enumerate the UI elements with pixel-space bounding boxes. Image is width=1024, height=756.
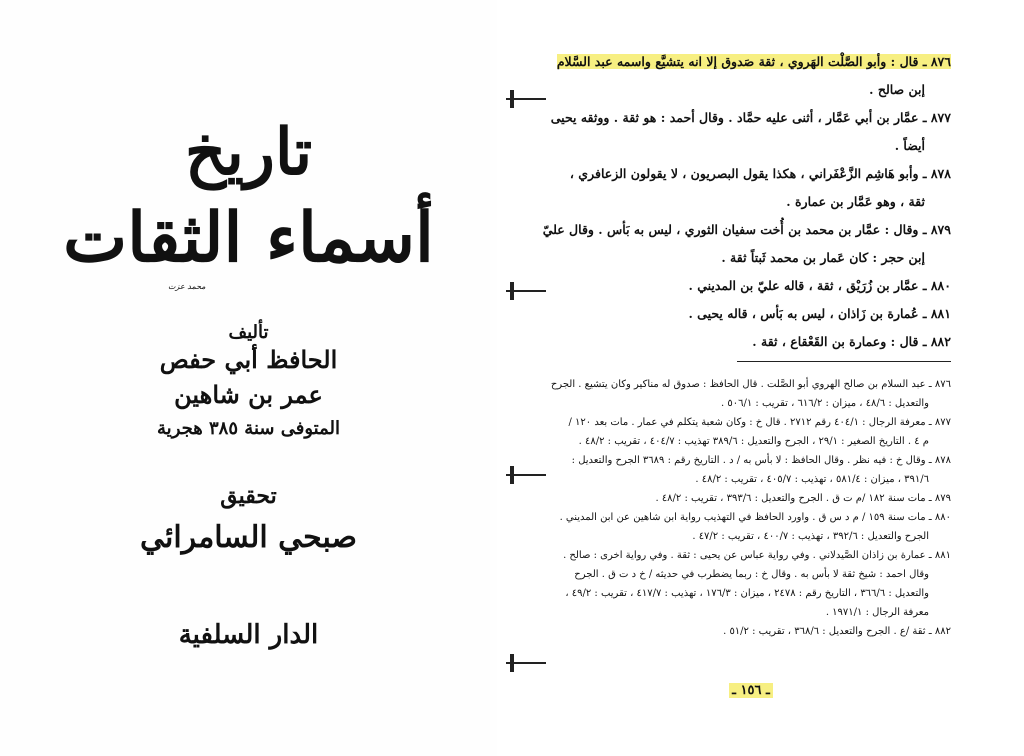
main-entries bbox=[541, 48, 951, 356]
footnote-continuation: الجرح والتعديل : ٣٩٢/٦ ، تهذيب : ٤٠٠/٧ ، تقريب : ٤٧/٢ . bbox=[692, 531, 929, 542]
publisher-name: الدار السلفية bbox=[178, 620, 319, 650]
footnote-877 bbox=[541, 413, 951, 451]
footnote-text: ٨٧٩ ـ مات سنة ١٨٢ /م ت ق . الجرح والتعديل : ٣٩٣/٦ ، تقريب : ٤٨/٢ . bbox=[655, 493, 951, 504]
entry-876 bbox=[541, 48, 951, 104]
page-number bbox=[726, 683, 776, 698]
page-number-text: ـ ١٥٦ ـ bbox=[729, 683, 773, 698]
entry-continuation: أيضاً . bbox=[894, 138, 925, 153]
entry-880 bbox=[541, 272, 951, 300]
page-edge-tick bbox=[510, 654, 514, 672]
footnote-text: ٨٧٧ ـ معرفة الرجال : ٤٠٤/١ رقم ٢٧١٢ . قال خ : وكان شعبة يتكلم في عمار . مات بعد ١٢٠ / bbox=[568, 417, 951, 428]
footnotes bbox=[541, 375, 951, 641]
footnote-text: ٨٧٨ ـ وقال خ : فيه نظر . وقال الحافظ : لا بأس به / د . التاريخ رقم : ٣٦٨٩ الجرح والتعديل : bbox=[571, 455, 951, 466]
entry-879 bbox=[541, 216, 951, 272]
footnote-882 bbox=[541, 622, 951, 641]
cover-title-line1: تاريخ bbox=[184, 115, 313, 190]
cover-content bbox=[0, 0, 497, 756]
editor-name: صبحي السامرائي bbox=[139, 520, 358, 555]
entry-text: ٨٨٢ ـ قال : وعمارة بن القَعْقاع ، ثقة . bbox=[752, 334, 951, 349]
author-death: المتوفى سنة ٣٨٥ هجرية bbox=[157, 418, 340, 439]
footnote-881 bbox=[541, 546, 951, 622]
entry-continuation: ثقة ، وهو عَمَّار بن عمارة . bbox=[786, 194, 925, 209]
footnote-878 bbox=[541, 451, 951, 489]
entry-877 bbox=[541, 104, 951, 160]
footnote-text: ٨٧٦ ـ عبد السلام بن صالح الهروي أبو الصَّلت . قال الحافظ : صدوق له مناكير وكان يتشيع . الجرح bbox=[550, 379, 951, 390]
footnote-879 bbox=[541, 489, 951, 508]
entry-878 bbox=[541, 160, 951, 216]
footnote-text: ٨٨٢ ـ ثقة /ع . الجرح والتعديل : ٣٦٨/٦ ، تقريب : ٥١/٢ . bbox=[723, 626, 951, 637]
page-edge-tick bbox=[510, 90, 514, 108]
footnote-text: ٨٨١ ـ عمارة بن زاذان الصَّيدلاني . وفي رواية عباس عن يحيى : ثقة . وفي رواية اخرى : صالح . bbox=[563, 550, 951, 561]
footnote-continuation: م ٤ . التاريخ الصغير : ٢٩/١ ، الجرح والتعديل : ٣٨٩/٦ تهذيب : ٤٠٤/٧ ، تقريب : ٤٨/٢ . bbox=[578, 436, 929, 447]
editor-label: تحقيق bbox=[220, 483, 277, 509]
entry-text: ٨٧٧ ـ عمَّار بن أبي عَمَّار ، أثنى عليه حمَّاد . وقال أحمد : هو ثقة . ووثقه يحيى bbox=[550, 110, 951, 125]
cover-page bbox=[0, 0, 497, 756]
entry-continuation: إبن صالح . bbox=[869, 82, 925, 97]
entry-text: ٨٧٨ ـ وأبو هَاشِم الزَّعْفَراني ، هكذا يقول البصريون ، لا يقولون الزعافري ، bbox=[569, 166, 951, 181]
footnote-text: ٨٨٠ ـ مات سنة ١٥٩ / م د س ق . واورد الحافظ في التهذيب رواية ابن شاهين عن ابن المديني . bbox=[559, 512, 951, 523]
highlighted-text: ٨٧٦ ـ قال : وأبو الصَّلْت الهَروي ، ثقة صَدوق إلا انه يتشيَّع واسمه عبد السَّلام bbox=[556, 54, 951, 69]
entry-882 bbox=[541, 328, 951, 356]
authorship-label: تأليف bbox=[228, 322, 269, 343]
page-edge-tick bbox=[510, 282, 514, 300]
entry-text: ٨٧٩ ـ وقال : عمَّار بن محمد بن أُخت سفيان الثوري ، ليس به بَأس . وقال عليّ bbox=[542, 222, 951, 237]
footnote-876 bbox=[541, 375, 951, 413]
entry-continuation: إبن حجر : كان عَمار بن محمد ثَبتاً ثقة . bbox=[721, 250, 925, 265]
footnote-divider bbox=[737, 361, 951, 362]
artist-signature: محمد عزت bbox=[168, 282, 206, 291]
footnote-continuation: وقال احمد : شيخ ثقة لا بأس به . وقال خ : ربما يضطرب في حديثه / خ د ت ق . الجرح والتعديل : ٣٦٦/٦ ، التاريخ رقم : ٢٤٧٨ ، ميزان : ١٧٦/٣ ، تهذيب : ٤١٧/٧ ، تقريب : ٤٩/٢ ، معرفة الرجال : ١٩٧١/١ . bbox=[565, 569, 929, 618]
entry-text: ٨٨٠ ـ عمَّار بن زُرَيْق ، ثقة ، قاله عليّ بن المديني . bbox=[688, 278, 951, 293]
author-line2: عمر بن شاهين bbox=[174, 380, 323, 409]
footnote-continuation: ٣٩١/٦ ، ميزان : ٥٨١/٤ ، تهذيب : ٤٠٥/٧ ، تقريب : ٤٨/٢ . bbox=[695, 474, 929, 485]
cover-title-line2: أسماء الثقات bbox=[63, 198, 434, 278]
page-edge-tick bbox=[510, 466, 514, 484]
author-line1: الحافظ أبي حفص bbox=[159, 345, 338, 374]
entry-881 bbox=[541, 300, 951, 328]
footnote-continuation: والتعديل : ٤٨/٦ ، ميزان : ٦١٦/٢ ، تقريب : ٥٠٦/١ . bbox=[721, 398, 929, 409]
entry-text: ٨٨١ ـ عُمارة بن زَاذان ، ليس به بَأس ، قاله يحيى . bbox=[688, 306, 951, 321]
footnote-880 bbox=[541, 508, 951, 546]
